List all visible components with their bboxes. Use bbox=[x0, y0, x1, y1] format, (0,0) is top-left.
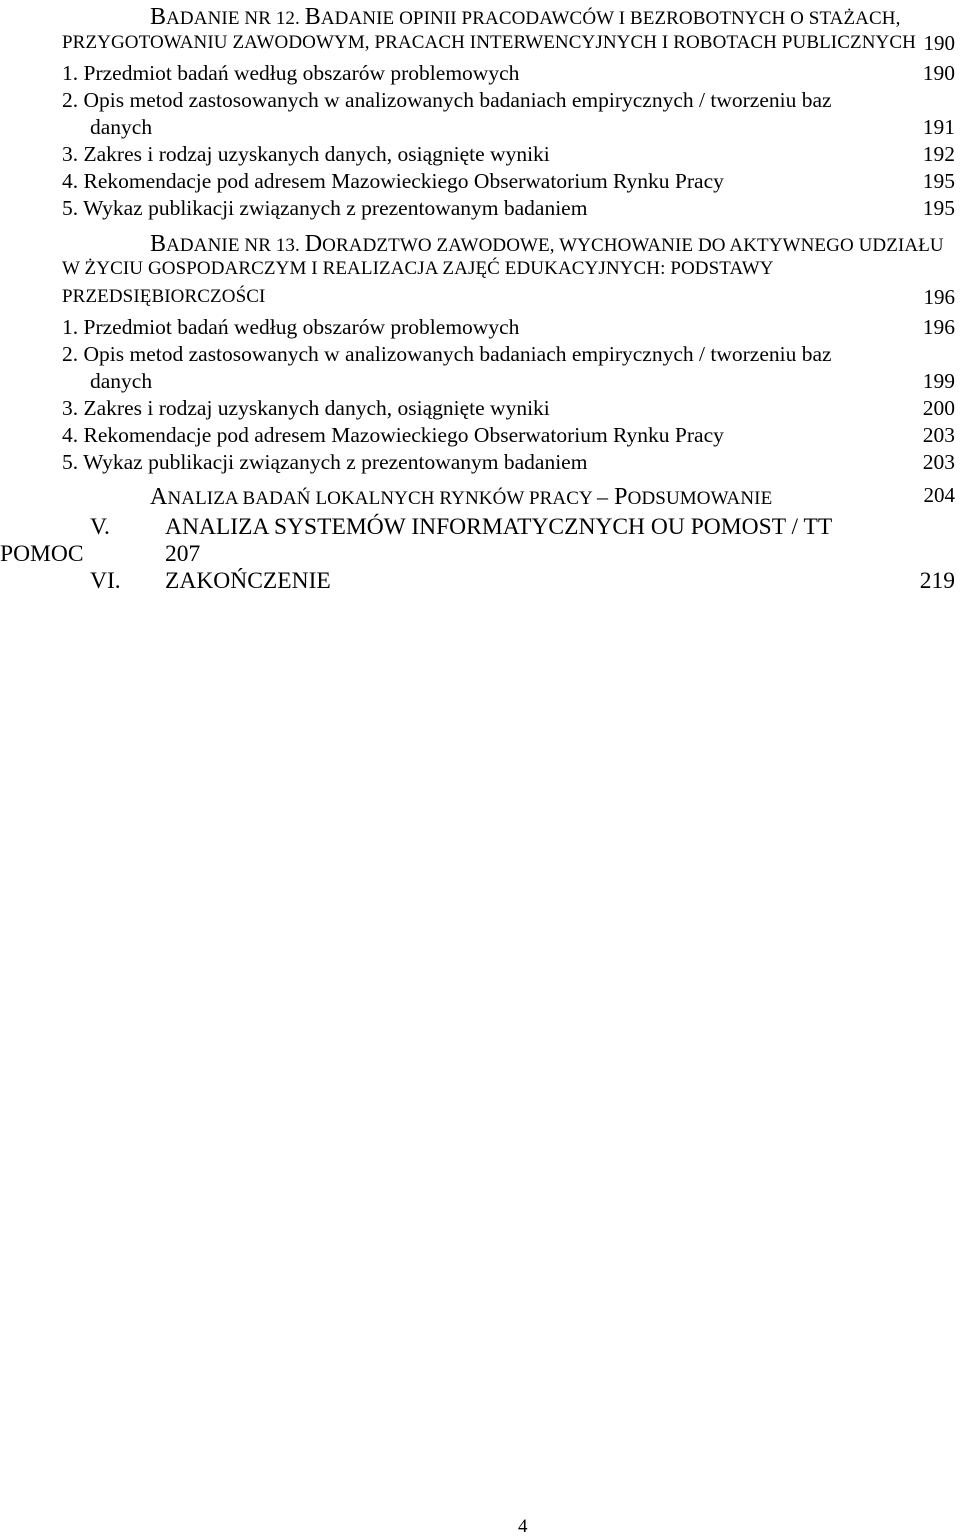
chapter-5-page: 207 bbox=[165, 541, 201, 567]
toc-entry-12-2[interactable]: 2. Opis metod zastosowanych w analizowanych badaniach empirycznych / tworzeniu baz bbox=[62, 88, 832, 112]
badanie-13-title-page: 196 bbox=[923, 285, 955, 309]
toc-page-12-1: 190 bbox=[922, 61, 955, 85]
toc-page-12-2: 191 bbox=[922, 115, 955, 139]
title-capital: D bbox=[304, 231, 323, 257]
chapter-5-title-cont[interactable]: POMOC bbox=[0, 541, 84, 567]
chapter-5-title[interactable]: ANALIZA SYSTEMÓW INFORMATYCZNYCH OU POMOST / TT bbox=[165, 514, 833, 540]
analiza-summary-page: 204 bbox=[923, 483, 955, 507]
title-capital: A bbox=[150, 484, 168, 510]
badanie-12-title-line2: PRZYGOTOWANIU ZAWODOWYM, PRACACH INTERWENCYJNYCH I ROBOTACH PUBLICZNYCH bbox=[62, 32, 916, 53]
badanie-13-title-line2: W ŻYCIU GOSPODARCZYM I REALIZACJA ZAJĘĆ EDUKACYJNYCH: PODSTAWY bbox=[62, 258, 774, 279]
analiza-summary-entry[interactable] bbox=[150, 484, 772, 511]
title-capital: B bbox=[150, 231, 167, 257]
toc-entry-13-4[interactable]: 4. Rekomendacje pod adresem Mazowieckiego Obserwatorium Rynku Pracy bbox=[62, 423, 724, 447]
chapter-6-page: 219 bbox=[919, 568, 955, 594]
title-capital: B bbox=[304, 4, 321, 30]
title-dash: – bbox=[596, 484, 609, 509]
title-text: NALIZA BADAŃ LOKALNYCH RYNKÓW PRACY bbox=[167, 488, 597, 509]
title-text: ADANIE OPINII PRACODAWCÓW I BEZROBOTNYCH O STAŻACH, bbox=[320, 8, 901, 29]
toc-page-12-4: 195 bbox=[922, 169, 955, 193]
toc-page-13-5: 203 bbox=[922, 450, 955, 474]
title-text: ORADZTWO ZAWODOWE, WYCHOWANIE DO AKTYWNEGO UDZIAŁU bbox=[322, 235, 944, 256]
toc-entry-12-4[interactable]: 4. Rekomendacje pod adresem Mazowieckiego Obserwatorium Rynku Pracy bbox=[62, 169, 724, 193]
title-capital: P bbox=[608, 484, 628, 510]
toc-page-13-4: 203 bbox=[922, 423, 955, 447]
title-capital: B bbox=[150, 4, 167, 30]
chapter-6-numeral: VI. bbox=[90, 568, 121, 594]
toc-entry-12-1[interactable]: 1. Przedmiot badań według obszarów problemowych bbox=[62, 61, 520, 85]
title-text: ADANIE NR 13. bbox=[166, 235, 305, 256]
toc-entry-13-3[interactable]: 3. Zakres i rodzaj uzyskanych danych, osiągnięte wyniki bbox=[62, 396, 550, 420]
toc-entry-13-5[interactable]: 5. Wykaz publikacji związanych z prezentowanym badaniem bbox=[62, 450, 588, 474]
toc-page-13-2: 199 bbox=[922, 369, 955, 393]
badanie-13-title-line3: PRZEDSIĘBIORCZOŚCI bbox=[62, 286, 266, 307]
toc-entry-12-2-cont[interactable]: danych bbox=[90, 115, 153, 139]
toc-page-12-5: 195 bbox=[922, 196, 955, 220]
toc-entry-12-5[interactable]: 5. Wykaz publikacji związanych z prezentowanym badaniem bbox=[62, 196, 588, 220]
toc-entry-13-2-cont[interactable]: danych bbox=[90, 369, 153, 393]
title-text: ODSUMOWANIE bbox=[627, 488, 773, 509]
badanie-13-title-line1 bbox=[150, 231, 944, 258]
toc-entry-13-1[interactable]: 1. Przedmiot badań według obszarów problemowych bbox=[62, 315, 520, 339]
chapter-6-title[interactable]: ZAKOŃCZENIE bbox=[165, 568, 331, 594]
toc-entry-12-3[interactable]: 3. Zakres i rodzaj uzyskanych danych, osiągnięte wyniki bbox=[62, 142, 550, 166]
toc-entry-13-2[interactable]: 2. Opis metod zastosowanych w analizowanych badaniach empirycznych / tworzeniu baz bbox=[62, 342, 832, 366]
toc-page-13-1: 196 bbox=[922, 315, 955, 339]
chapter-5-numeral: V. bbox=[90, 514, 110, 540]
badanie-12-title-page: 190 bbox=[923, 31, 955, 55]
badanie-12-title-line1 bbox=[150, 4, 900, 31]
title-text: ADANIE NR 12. bbox=[166, 8, 305, 29]
page-number: 4 bbox=[518, 1516, 528, 1537]
toc-page-13-3: 200 bbox=[922, 396, 955, 420]
toc-page-12-3: 192 bbox=[922, 142, 955, 166]
